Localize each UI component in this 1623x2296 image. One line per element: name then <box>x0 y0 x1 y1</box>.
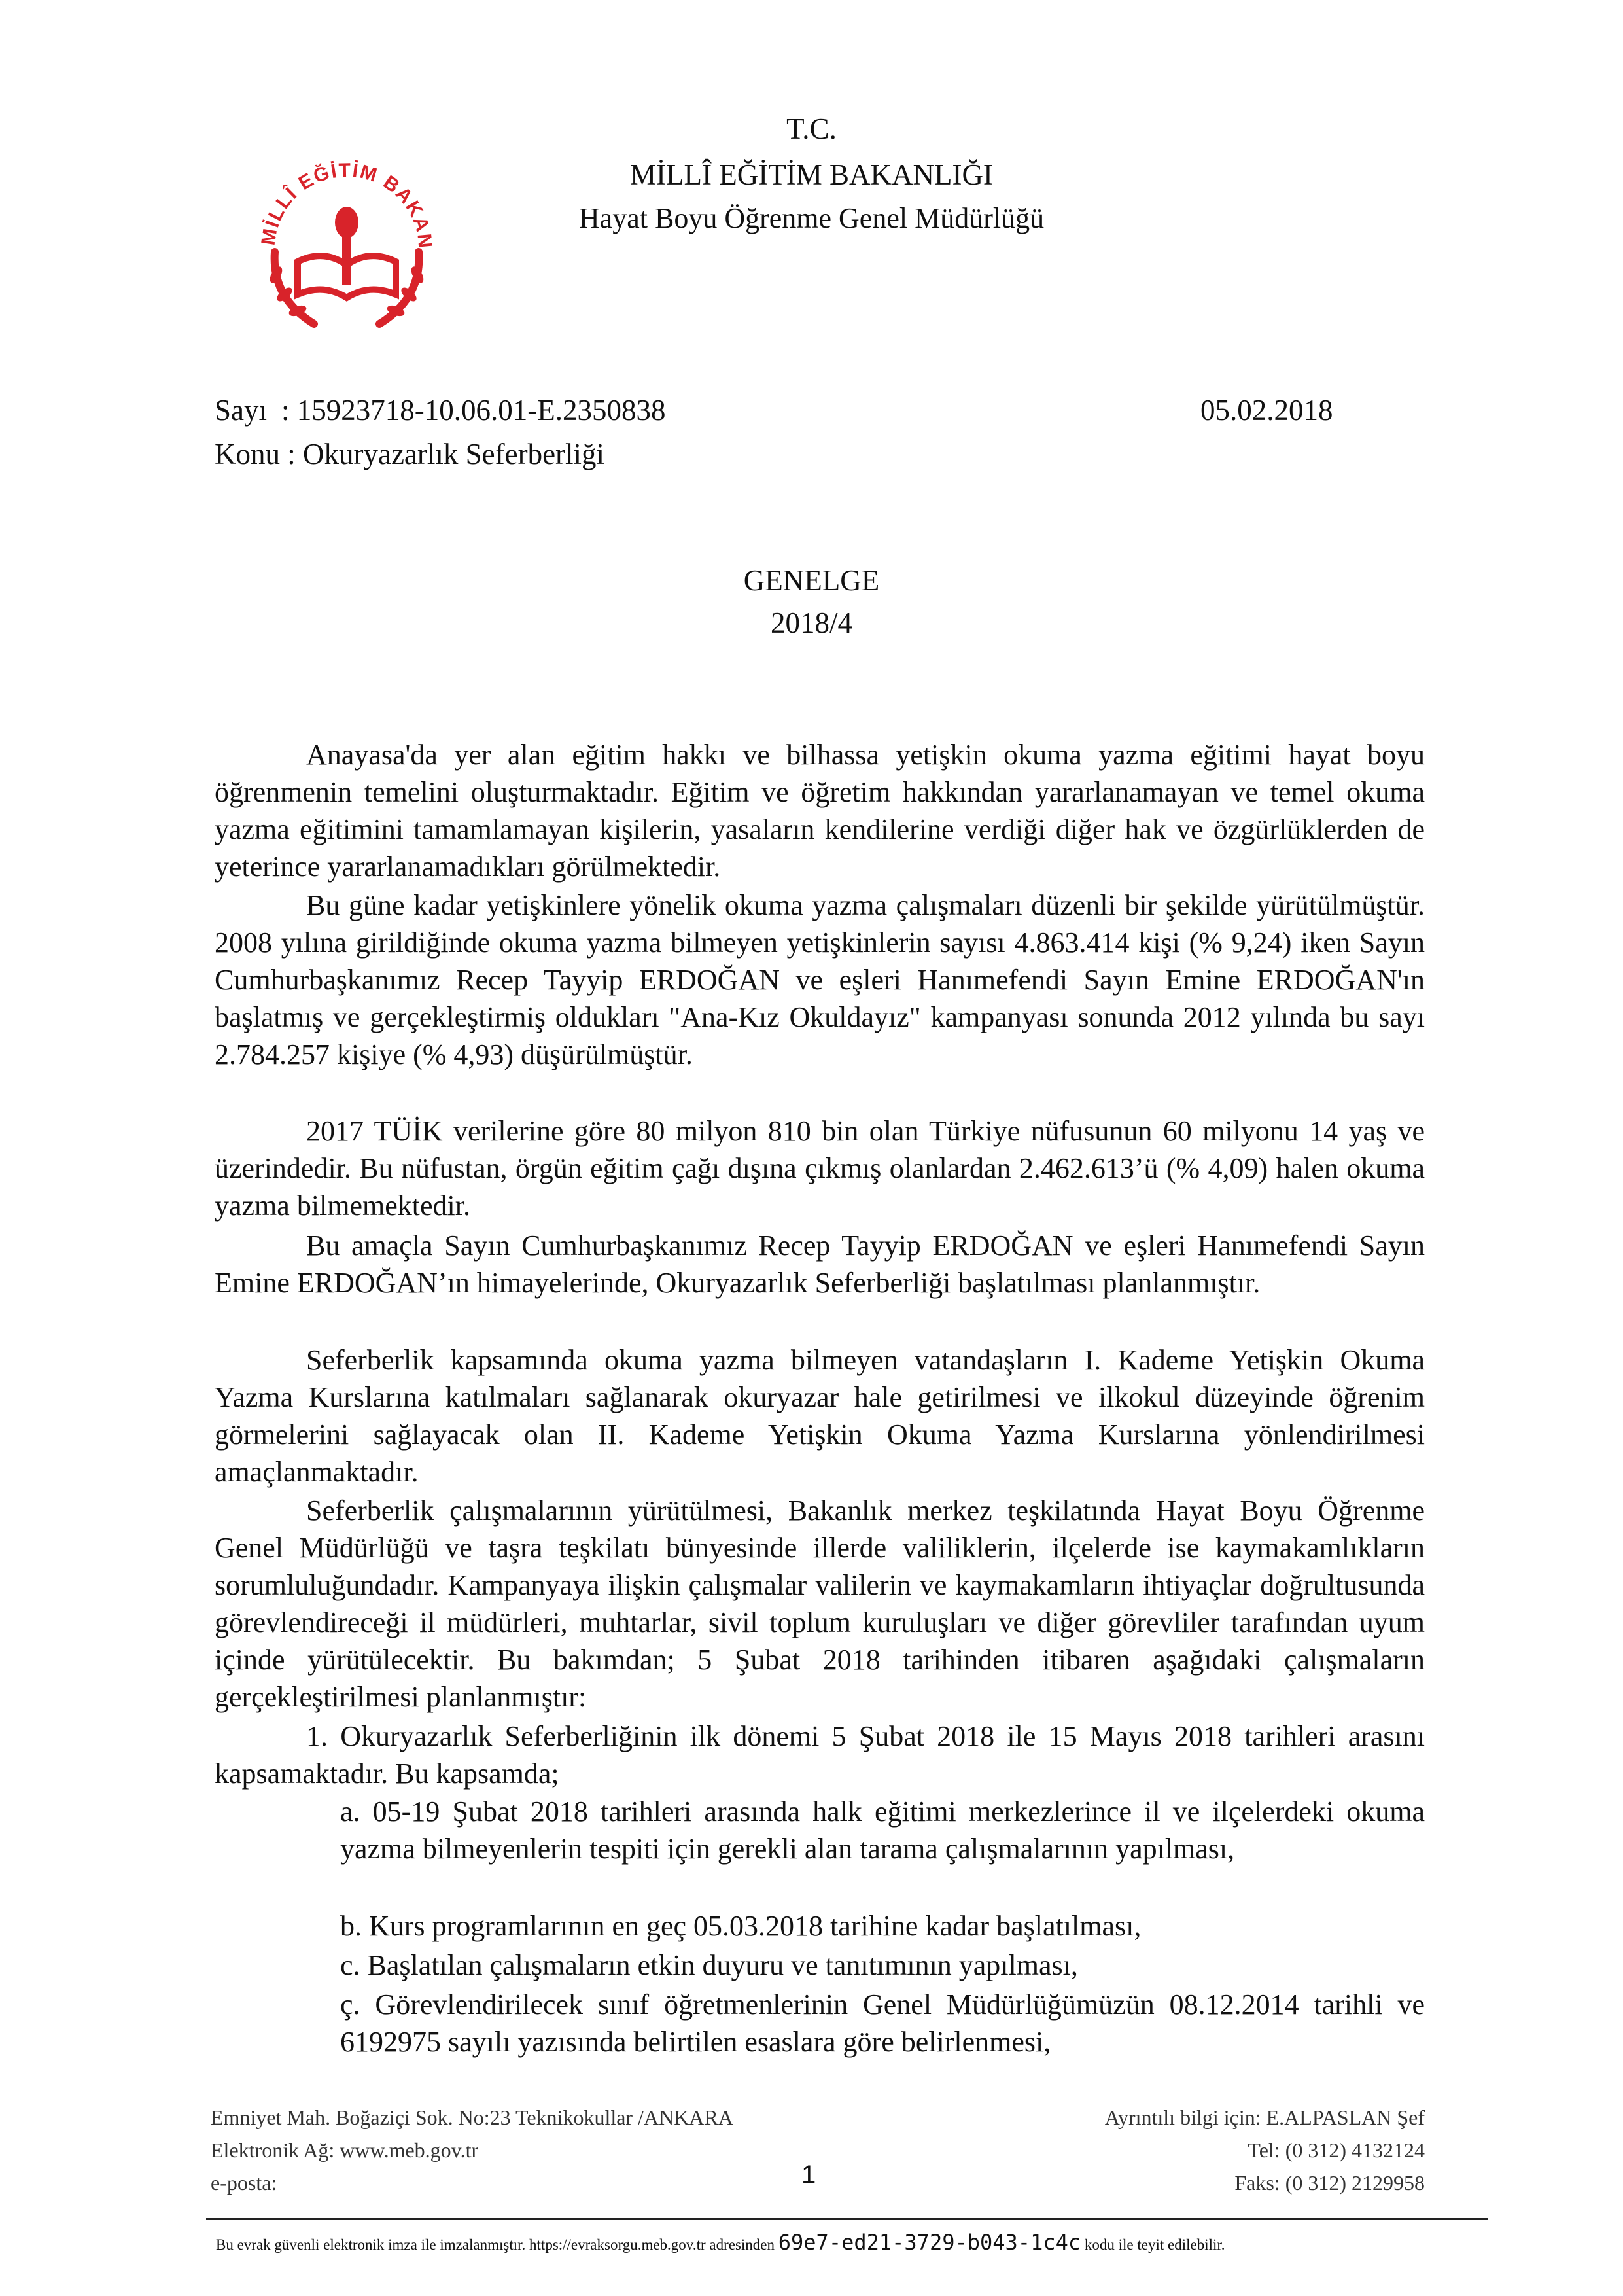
footer-email: e-posta: <box>211 2171 277 2195</box>
subitem-cc: ç. Görevlendirilecek sınıf öğretmenlerinin Genel Müdürlüğümüzün 08.12.2014 tarihli ve 6192975 sayılı yazısında belirtilen esaslara göre belirlenmesi, <box>340 1988 1425 2058</box>
footer-divider <box>206 2218 1488 2220</box>
konu-label: Konu <box>215 438 280 470</box>
konu-row <box>215 440 604 469</box>
verification-code: 69e7-ed21-3729-b043-1c4c <box>778 2230 1081 2255</box>
subitem-a: a. 05-19 Şubat 2018 tarihleri arasında halk eğitimi merkezlerince il ve ilçelerdeki okuma yazma bilmeyenlerin tespiti için gerekli alan tarama çalışmalarının yapılması, <box>340 1795 1425 1865</box>
footer-address: Emniyet Mah. Boğaziçi Sok. No:23 Teknikokullar /ANKARA <box>211 2106 733 2129</box>
footer-web: Elektronik Ağ: www.meb.gov.tr <box>211 2138 479 2162</box>
genelge-title: GENELGE <box>743 564 880 597</box>
document-date: 05.02.2018 <box>1200 394 1333 427</box>
verification-line <box>216 2230 1225 2255</box>
paragraph-1: Anayasa'da yer alan eğitim hakkı ve bilhassa yetişkin okuma yazma eğitimi hayat boyu öğrenmenin temelini oluşturmaktadır. Eğitim ve öğretim hakkından yararlanamayan ve temel okuma yazma eğitimini tamamlamayan kişilerin, yasaların kendilerine verdiği diğer hak ve özgürlüklerden de yeterince yararlanamadıkları görülmektedir. <box>215 739 1425 883</box>
header-country: T.C. <box>786 113 837 145</box>
paragraph-4: Bu amaçla Sayın Cumhurbaşkanımız Recep Tayyip ERDOĞAN ve eşleri Hanımefendi Sayın Emine ERDOĞAN’ın himayelerinde, Okuryazarlık Seferberliği başlatılması planlanmıştır. <box>215 1229 1425 1299</box>
header-ministry: MİLLÎ EĞİTİM BAKANLIĞI <box>630 158 993 191</box>
paragraph-6: Seferberlik çalışmalarının yürütülmesi, Bakanlık merkez teşkilatında Hayat Boyu Öğrenme Genel Müdürlüğü ve taşra teşkilatı bünyesinde illerde valiliklerin, ilçelerde ise kaymakamlıkların sorumluluğundadır. Kampanyaya ilişkin çalışmalar valilerin ve kaymakamların ihtiyaçlar doğrultusunda görevlendireceği il müdürleri, muhtarlar, sivil toplum kuruluşları ve diğer görevliler tarafından uyum içinde yürütülecektir. Bu bakımdan; 5 Şubat 2018 tarihinden itibaren aşağıdaki çalışmaların gerçekleştirilmesi planlanmıştır: <box>215 1494 1425 1713</box>
subitem-b: b. Kurs programlarının en geç 05.03.2018 tarihine kadar başlatılması, <box>340 1910 1142 1942</box>
sayi-row <box>215 396 665 425</box>
header-directorate: Hayat Boyu Öğrenme Genel Müdürlüğü <box>578 202 1045 234</box>
paragraph-7: 1. Okuryazarlık Seferberliğinin ilk dönemi 5 Şubat 2018 ile 15 Mayıs 2018 tarihleri arasını kapsamaktadır. Bu kapsamda; <box>215 1720 1425 1790</box>
sayi-value: : 15923718-10.06.01-E.2350838 <box>281 394 666 427</box>
verification-text: Bu evrak güvenli elektronik imza ile imzalanmıştır. https://evraksorgu.meb.gov.tr adresinden <box>216 2236 775 2253</box>
subitem-c: c. Başlatılan çalışmaların etkin duyuru ve tanıtımının yapılması, <box>340 1949 1078 1981</box>
paragraph-3: 2017 TÜİK verilerine göre 80 milyon 810 bin olan Türkiye nüfusunun 60 milyonu 14 yaş ve üzerindedir. Bu nüfustan, örgün eğitim çağı dışına çıkmış olanlardan 2.462.613’ü (% 4,09) halen okuma yazma bilmemektedir. <box>215 1115 1425 1222</box>
footer-contact: Ayrıntılı bilgi için: E.ALPASLAN Şef <box>1104 2106 1425 2129</box>
page-number: 1 <box>801 2161 816 2189</box>
footer-tel: Tel: (0 312) 4132124 <box>1248 2138 1425 2162</box>
sayi-label: Sayı <box>215 394 268 427</box>
konu-value: : Okuryazarlık Seferberliği <box>287 438 605 470</box>
verification-suffix: kodu ile teyit edilebilir. <box>1084 2236 1225 2253</box>
footer-fax: Faks: (0 312) 2129958 <box>1234 2171 1425 2195</box>
svg-text:T.C. MİLLÎ EĞİTİM BAKANLIĞI: MİLLÎ EĞİTİM BAKAN <box>257 159 436 251</box>
genelge-number: 2018/4 <box>770 607 852 639</box>
paragraph-5: Seferberlik kapsamında okuma yazma bilmeyen vatandaşların I. Kademe Yetişkin Okuma Yazma Kurslarına katılmaları sağlanarak okuryazar hale getirilmesi ve ilkokul düzeyinde öğrenim görmelerini sağlayacak olan II. Kademe Yetişkin Okuma Yazma Kurslarına yönlendirilmesi amaçlanmaktadır. <box>215 1344 1425 1488</box>
paragraph-2: Bu güne kadar yetişkinlere yönelik okuma yazma çalışmaları düzenli bir şekilde yürütülmüştür. 2008 yılına girildiğinde okuma yazma bilmeyen yetişkinlerin sayısı 4.863.414 kişi (% 9,24) iken Sayın Cumhurbaşkanımız Recep Tayyip ERDOĞAN ve eşleri Hanımefendi Sayın Emine ERDOĞAN'ın başlatmış ve gerçekleştirmiş oldukları "Ana-Kız Okuldayız" kampanyası sonunda 2012 yılında bu sayı 2.784.257 kişiye (% 4,93) düşürülmüştür. <box>215 889 1425 1070</box>
